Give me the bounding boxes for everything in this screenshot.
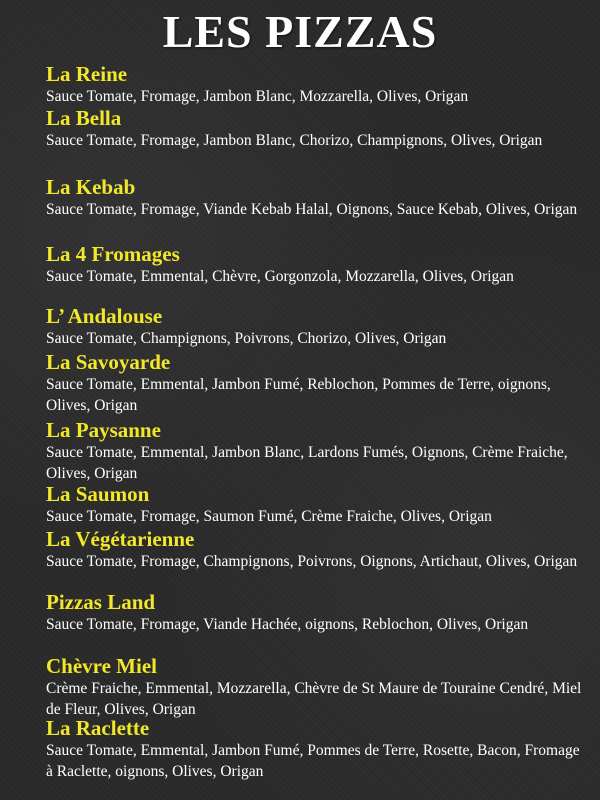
pizza-name: La 4 Fromages	[46, 242, 180, 266]
pizza-ingredients: Sauce Tomate, Emmental, Jambon Blanc, Lardons Fumés, Oignons, Crème Fraiche, Olives, Origan	[46, 444, 568, 482]
pizza-name: L’ Andalouse	[46, 304, 163, 328]
pizza-item-chevre-miel	[46, 654, 586, 720]
pizza-name: La Raclette	[46, 716, 150, 740]
pizza-name: La Savoyarde	[46, 350, 171, 374]
pizza-item-l-andalouse	[46, 304, 586, 349]
pizza-name: La Paysanne	[46, 418, 161, 442]
pizza-item-la-bella	[46, 106, 586, 151]
pizza-ingredients: Crème Fraiche, Emmental, Mozzarella, Chèvre de St Maure de Touraine Cendré, Miel de Fleur, Olives, Origan	[46, 680, 582, 718]
pizza-name: La Bella	[46, 106, 122, 130]
pizza-ingredients: Sauce Tomate, Emmental, Jambon Fumé, Pommes de Terre, Rosette, Bacon, Fromage à Raclette, oignons, Olives, Origan	[46, 742, 580, 780]
pizza-ingredients: Sauce Tomate, Fromage, Viande Hachée, oignons, Reblochon, Olives, Origan	[46, 616, 529, 633]
page-title: LES PIZZAS	[162, 6, 438, 57]
pizza-ingredients: Sauce Tomate, Emmental, Jambon Fumé, Reblochon, Pommes de Terre, oignons, Olives, Origan	[46, 376, 551, 414]
pizza-ingredients: Sauce Tomate, Fromage, Viande Kebab Halal, Oignons, Sauce Kebab, Olives, Origan	[46, 201, 578, 218]
pizza-name: Pizzas Land	[46, 590, 156, 614]
pizza-ingredients: Sauce Tomate, Emmental, Chèvre, Gorgonzola, Mozzarella, Olives, Origan	[46, 268, 514, 285]
pizza-ingredients: Sauce Tomate, Fromage, Jambon Blanc, Chorizo, Champignons, Olives, Origan	[46, 132, 543, 149]
pizza-ingredients: Sauce Tomate, Fromage, Champignons, Poivrons, Oignons, Artichaut, Olives, Origan	[46, 553, 578, 570]
pizza-ingredients: Sauce Tomate, Fromage, Saumon Fumé, Crème Fraiche, Olives, Origan	[46, 508, 492, 525]
pizza-name: La Reine	[46, 62, 128, 86]
pizza-name: Chèvre Miel	[46, 654, 157, 678]
pizza-item-la-paysanne	[46, 418, 586, 484]
pizza-item-la-savoyarde	[46, 350, 586, 416]
pizza-name: La Saumon	[46, 482, 150, 506]
pizza-item-pizzas-land	[46, 590, 586, 635]
pizza-item-la-kebab	[46, 175, 586, 220]
pizza-item-la-saumon	[46, 482, 586, 527]
pizza-item-la-vegetarienne	[46, 527, 586, 572]
pizza-item-la-4-fromages	[46, 242, 586, 287]
pizza-ingredients: Sauce Tomate, Champignons, Poivrons, Chorizo, Olives, Origan	[46, 330, 447, 347]
pizza-item-la-reine	[46, 62, 586, 107]
pizza-name: La Végétarienne	[46, 527, 195, 551]
pizza-name: La Kebab	[46, 175, 136, 199]
pizza-item-la-raclette	[46, 716, 586, 782]
pizza-ingredients: Sauce Tomate, Fromage, Jambon Blanc, Mozzarella, Olives, Origan	[46, 88, 469, 105]
